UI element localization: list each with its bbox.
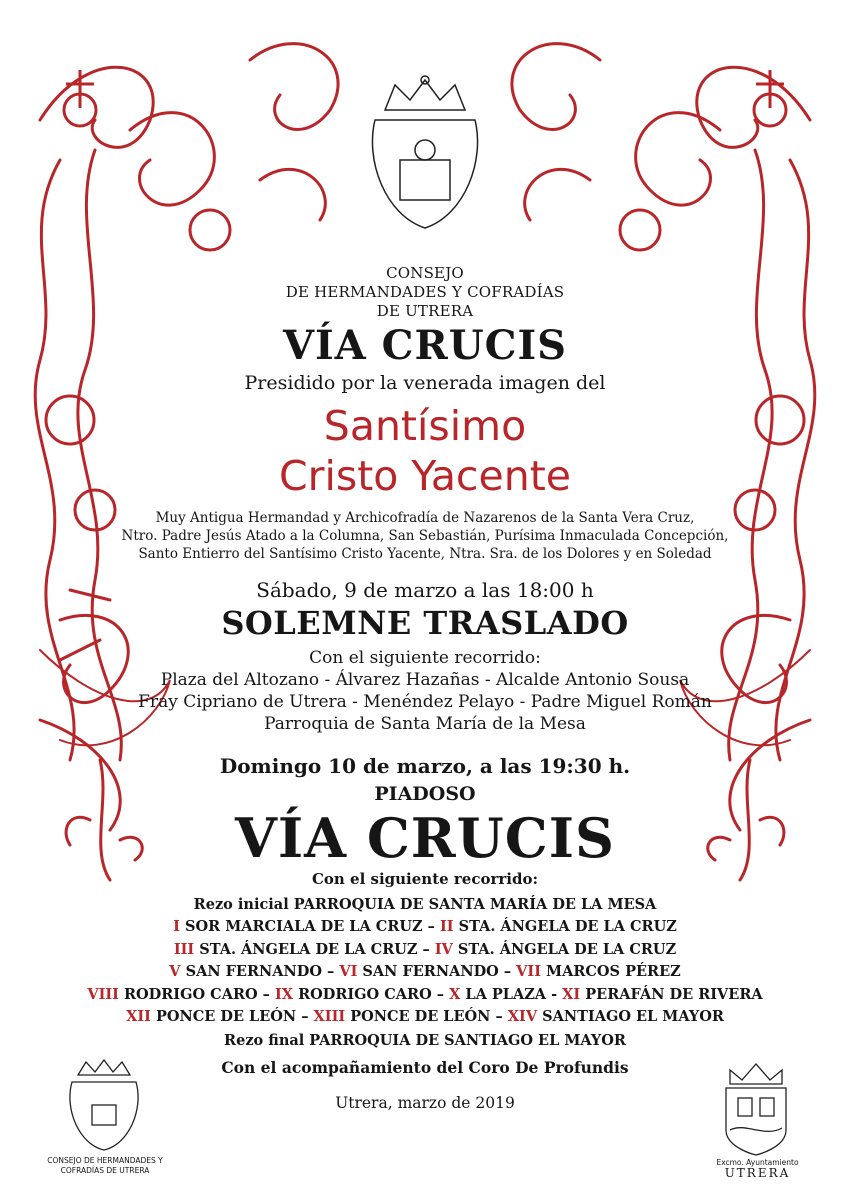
place-date: Utrera, marzo de 2019	[335, 1094, 515, 1112]
brotherhood-line-1: Muy Antigua Hermandad y Archicofradía de Nazarenos de la Santa Vera Cruz,	[155, 510, 695, 526]
station-place: PERAFÁN DE RIVERA	[580, 985, 763, 1003]
left-emblem-caption-line-2: COFRADÍAS DE UTRERA	[60, 1166, 150, 1175]
station-number: VIII	[87, 985, 119, 1003]
station-number: I	[173, 918, 180, 935]
station-place: SANTIAGO EL MAYOR	[537, 1008, 724, 1025]
brotherhood-line-3: Santo Entierro del Santísimo Cristo Yacente, Ntra. Sra. de los Dolores y en Soledad	[138, 546, 712, 562]
left-emblem-caption-line-1: CONSEJO DE HERMANDADES Y	[47, 1156, 163, 1165]
right-emblem-caption-line-1: Excmo. Ayuntamiento	[716, 1158, 799, 1167]
station-number: IX	[274, 985, 294, 1003]
station-place: STA. ÁNGELA DE LA CRUZ –	[194, 940, 435, 958]
sunday-pre: PIADOSO	[374, 783, 476, 805]
station-number: VII	[516, 963, 541, 980]
station-place: PONCE DE LEÓN –	[345, 1008, 508, 1025]
saturday-route-line-3: Parroquia de Santa María de la Mesa	[264, 714, 586, 734]
station-place: PONCE DE LEÓN –	[150, 1008, 314, 1025]
main-title: VÍA CRUCIS	[282, 322, 568, 369]
route-start: Rezo inicial PARROQUIA DE SANTA MARÍA DE LA MESA	[193, 896, 657, 913]
station-number: II	[439, 918, 454, 935]
presided-text: Presidido por la venerada imagen del	[244, 372, 606, 394]
station-place: SAN FERNANDO –	[357, 963, 517, 980]
sunday-date: Domingo 10 de marzo, a las 19:30 h.	[219, 754, 631, 778]
station-number: XIV	[507, 1008, 538, 1025]
right-emblem-caption	[700, 1158, 815, 1178]
station-number: III	[173, 940, 195, 958]
council-line-1: CONSEJO	[386, 264, 464, 282]
route-end: Rezo final PARROQUIA DE SANTIAGO EL MAYOR	[224, 1032, 626, 1049]
station-number: XIII	[313, 1008, 346, 1025]
station-line	[0, 963, 850, 980]
sunday-route-intro: Con el siguiente recorrido:	[311, 870, 539, 888]
station-number: V	[169, 963, 181, 980]
station-line	[0, 941, 850, 958]
saturday-route-line-1: Plaza del Altozano - Álvarez Hazañas - Alcalde Antonio Sousa	[160, 670, 690, 690]
station-number: XI	[562, 985, 581, 1003]
station-place: SOR MARCIALA DE LA CRUZ –	[179, 918, 440, 935]
right-emblem-caption-line-2: UTRERA	[724, 1166, 791, 1180]
image-name-line-2: Cristo Yacente	[278, 452, 571, 500]
choir-text: Con el acompañamiento del Coro De Profundis	[221, 1058, 629, 1077]
saturday-event: SOLEMNE TRASLADO	[221, 604, 629, 642]
station-place: LA PLAZA -	[460, 985, 563, 1003]
saturday-date: Sábado, 9 de marzo a las 18:00 h	[256, 578, 594, 602]
station-place: SAN FERNANDO –	[180, 963, 340, 980]
station-number: X	[449, 985, 461, 1003]
station-number: XII	[126, 1008, 151, 1025]
sunday-event: VÍA CRUCIS	[234, 806, 616, 870]
council-line-3: DE UTRERA	[376, 302, 474, 320]
station-place: RODRIGO CARO –	[118, 985, 275, 1003]
station-line	[0, 918, 850, 935]
council-line-2: DE HERMANDADES Y COFRADÍAS	[285, 283, 565, 301]
saturday-route-line-2: Fray Cipriano de Utrera - Menéndez Pelayo - Padre Miguel Román	[138, 692, 712, 712]
station-place: RODRIGO CARO –	[293, 985, 450, 1003]
station-number: IV	[434, 940, 453, 958]
station-place: MARCOS PÉREZ	[540, 963, 681, 980]
saturday-route-intro: Con el siguiente recorrido:	[309, 648, 541, 668]
station-place: STA. ÁNGELA DE LA CRUZ	[452, 940, 677, 958]
station-place: STA. ÁNGELA DE LA CRUZ	[453, 918, 677, 935]
brotherhood-line-2: Ntro. Padre Jesús Atado a la Columna, San Sebastián, Purísima Inmaculada Concepción,	[121, 528, 729, 544]
station-line	[0, 1008, 850, 1025]
station-line	[0, 986, 850, 1003]
left-emblem-caption	[20, 1156, 190, 1176]
image-name-line-1: Santísimo	[323, 402, 527, 450]
station-number: VI	[339, 963, 358, 980]
